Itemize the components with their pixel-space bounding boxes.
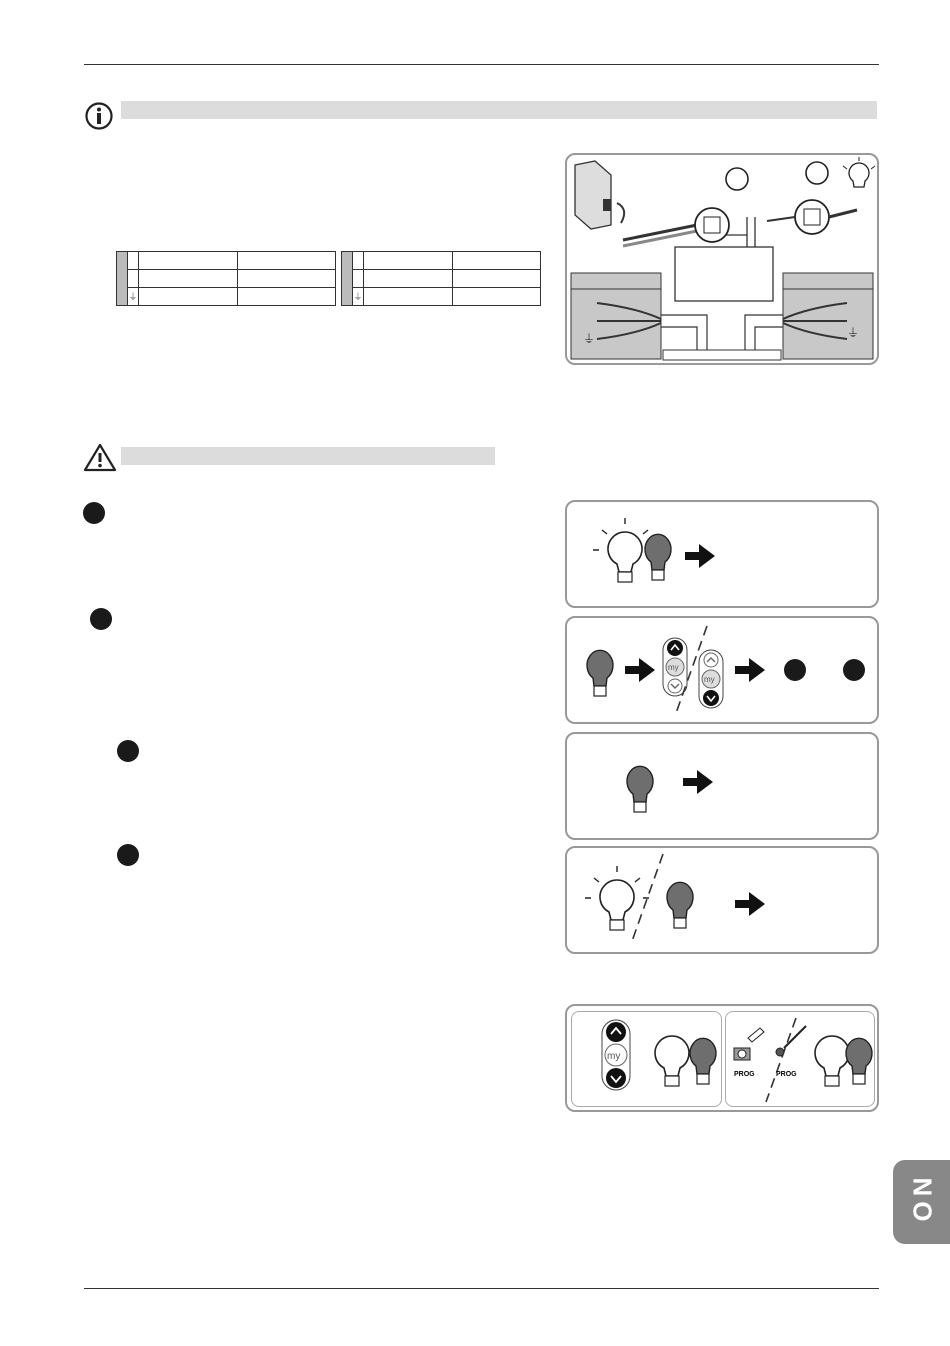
warning-section-bar <box>121 447 495 465</box>
light-bulb-icon <box>627 766 653 812</box>
step-marker-2 <box>90 608 112 630</box>
step-marker-1 <box>83 502 105 524</box>
light-bulb-icon <box>667 882 693 928</box>
step-2-panel <box>565 616 879 724</box>
language-tab[interactable] <box>893 1160 950 1244</box>
wiring-table-right <box>341 251 541 306</box>
wiring-illustration <box>565 153 879 365</box>
footer-rule <box>84 1288 879 1289</box>
svg-text:my: my <box>704 675 715 684</box>
remote-control-icon <box>699 650 723 708</box>
step-2a-panel <box>565 732 879 840</box>
remote-control-icon <box>602 1020 630 1090</box>
light-bulb-icon <box>690 1038 716 1084</box>
svg-text:my: my <box>668 663 679 672</box>
arrow-icon <box>683 770 713 794</box>
ground-icon: ⏚ <box>128 288 139 306</box>
prog-button-icon <box>776 1026 806 1056</box>
step-1-panel <box>565 500 879 608</box>
circuit-breaker-icon <box>575 161 624 229</box>
remote-sub-panel <box>571 1011 722 1107</box>
step-marker-2b <box>117 844 139 866</box>
light-bulb-icon <box>843 157 875 187</box>
svg-text:my: my <box>607 1051 621 1062</box>
prog-sub-panel <box>725 1011 875 1107</box>
warning-icon <box>83 442 117 472</box>
prog-label-left: PROG <box>734 1071 755 1078</box>
light-bulb-icon <box>655 1036 689 1086</box>
step-2b-panel <box>565 846 879 954</box>
step-marker-2a <box>117 740 139 762</box>
light-bulb-icon <box>846 1038 872 1084</box>
info-section-bar <box>121 101 877 119</box>
arrow-icon <box>735 892 765 916</box>
prog-label-right: PROG <box>776 1071 797 1078</box>
svg-text:⏚: ⏚ <box>847 326 860 340</box>
arrow-icon <box>685 544 715 568</box>
language-code: NO <box>907 1177 937 1227</box>
info-icon <box>84 101 114 131</box>
remote-control-icon <box>663 638 687 696</box>
prog-button-icon <box>734 1028 764 1060</box>
arrow-icon <box>625 658 655 682</box>
program-panel <box>565 1004 879 1112</box>
svg-text:⏚: ⏚ <box>583 332 596 346</box>
wiring-table-left <box>116 251 336 306</box>
light-bulb-icon <box>587 650 613 696</box>
light-bulb-icon <box>645 534 671 580</box>
header-rule <box>84 64 879 65</box>
light-bulb-icon <box>815 1036 849 1086</box>
arrow-icon <box>735 658 765 682</box>
ground-icon: ⏚ <box>353 288 364 306</box>
